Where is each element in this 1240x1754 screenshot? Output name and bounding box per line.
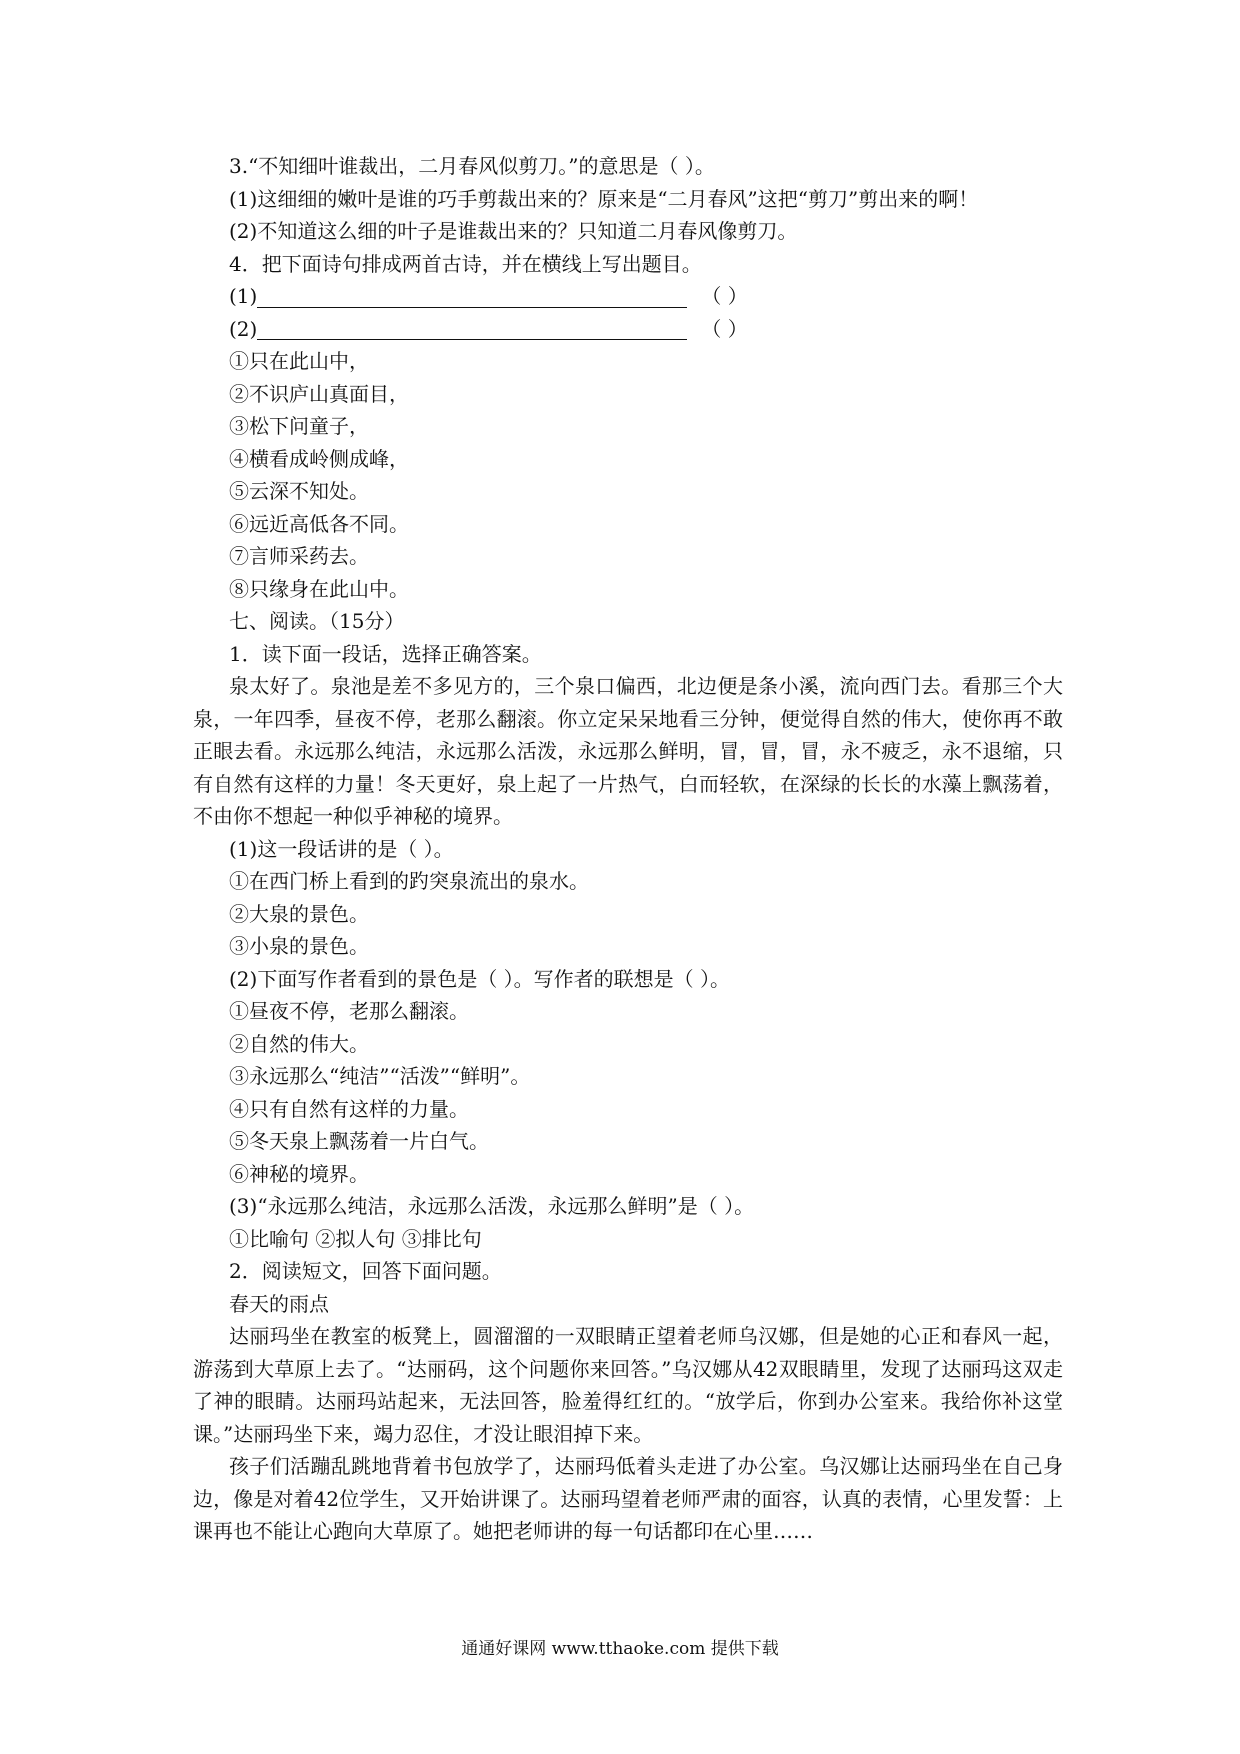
option-line: ④只有自然有这样的力量。 <box>229 1096 469 1121</box>
answer-blank-row-2 <box>193 313 1063 346</box>
question-3-option-1: (1)这细细的嫩叶是谁的巧手剪裁出来的？原来是“二月春风”这把“剪刀”剪出来的啊！ <box>229 186 979 211</box>
option-line: ①在西门桥上看到的趵突泉流出的泉水。 <box>229 869 589 893</box>
option-line: ②大泉的景色。 <box>229 901 369 926</box>
sub-question-1: (1)这一段话讲的是（ ）。 <box>229 836 454 861</box>
blank-label-2: (2) <box>229 316 258 341</box>
story-paragraph-1: 达丽玛坐在教室的板凳上，圆溜溜的一双眼睛正望着老师乌汉娜，但是她的心正和春风一起，游荡到大草原上去了。“达丽码，这个问题你来回答。”乌汉娜从42双眼睛里，发现了达丽玛这双走了神的眼睛。达丽玛站起来，无法回答，脸羞得红红的。“放学后，你到办公室来。我给你补这堂课。”达丽玛坐下来，竭力忍住，才没让眼泪掉下来。 <box>193 1324 1063 1446</box>
poem-line: ①只在此山中， <box>229 349 369 373</box>
option-line: ①昼夜不停，老那么翻滚。 <box>229 999 469 1023</box>
story-title: 春天的雨点 <box>229 1291 329 1316</box>
poem-line: ③松下问童子， <box>229 414 369 438</box>
question-3-option-2: (2)不知道这么细的叶子是谁裁出来的？只知道二月春风像剪刀。 <box>229 219 798 243</box>
poem-line: ⑤云深不知处。 <box>229 479 369 503</box>
poem-line: ②不识庐山真面目， <box>229 381 409 406</box>
option-line: ③小泉的景色。 <box>229 934 369 958</box>
option-line: ⑥神秘的境界。 <box>229 1161 369 1186</box>
question-4: 4．把下面诗句排成两首古诗，并在横线上写出题目。 <box>229 251 702 276</box>
option-line: ①比喻句 ②拟人句 ③排比句 <box>229 1226 482 1251</box>
blank-label-1: (1) <box>229 284 258 308</box>
option-line: ③永远那么“纯洁”“活泼”“鲜明”。 <box>229 1064 531 1088</box>
answer-blank-row-1 <box>193 280 1063 313</box>
poem-line: ④横看成岭侧成峰， <box>229 446 409 471</box>
poem-line: ⑧只缘身在此山中。 <box>229 576 409 601</box>
sub-question-2: (2)下面写作者看到的景色是（ ）。写作者的联想是（ ）。 <box>229 966 731 991</box>
option-line: ②自然的伟大。 <box>229 1031 369 1056</box>
poem-line: ⑥远近高低各不同。 <box>229 511 409 536</box>
page-footer: 通通好课网 www.tthaoke.com 提供下载 <box>461 1639 779 1659</box>
reading-passage-spring: 泉太好了。泉池是差不多见方的，三个泉口偏西，北边便是条小溪，流向西门去。看那三个大泉，一年四季，昼夜不停，老那么翻滚。你立定呆呆地看三分钟，便觉得自然的伟大，使你再不敢正眼去看。永远那么纯洁，永远那么活泼，永远那么鲜明，冒，冒，冒，永不疲乏，永不退缩，只有自然有这样的力量！冬天更好，泉上起了一片热气，白而轻软，在深绿的长长的水藻上飘荡着，不由你不想起一种似乎神秘的境界。 <box>193 674 1063 828</box>
poem-line: ⑦言师采药去。 <box>229 544 369 568</box>
title-paren-2: （ ） <box>701 316 748 341</box>
reading-question-2: 2．阅读短文，回答下面问题。 <box>229 1259 502 1283</box>
question-3: 3.“不知细叶谁裁出，二月春风似剪刀。”的意思是（ ）。 <box>229 154 715 178</box>
reading-question-1: 1．读下面一段话，选择正确答案。 <box>229 641 542 666</box>
story-paragraph-2: 孩子们活蹦乱跳地背着书包放学了，达丽玛低着头走进了办公室。乌汉娜让达丽玛坐在自己身边，像是对着42位学生，又开始讲课了。达丽玛望着老师严肃的面容，认真的表情，心里发誓：上课再也不能让心跑向大草原了。她把老师讲的每一句话都印在心里…… <box>193 1454 1063 1543</box>
sub-question-3: (3)“永远那么纯洁，永远那么活泼，永远那么鲜明”是（ ）。 <box>229 1194 755 1218</box>
answer-blank-1[interactable] <box>257 285 687 308</box>
section-heading-reading: 七、阅读。（15分） <box>229 609 405 633</box>
option-line: ⑤冬天泉上飘荡着一片白气。 <box>229 1129 489 1153</box>
page-content <box>193 150 1063 1548</box>
answer-blank-2[interactable] <box>257 317 687 340</box>
title-paren-1: （ ） <box>701 284 748 308</box>
